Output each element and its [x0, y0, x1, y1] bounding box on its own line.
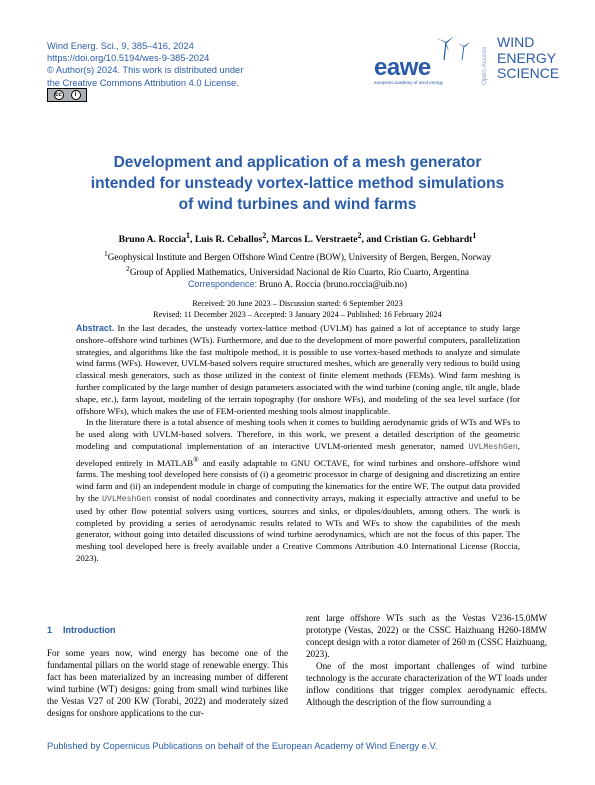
section-title: Introduction	[63, 625, 116, 635]
correspondence	[40, 279, 555, 289]
body-column-right	[306, 612, 547, 708]
doi-link[interactable]: https://doi.org/10.5194/wes-9-385-2024	[47, 53, 210, 64]
copyright-line: © Author(s) 2024. This work is distributed under	[47, 65, 244, 76]
affiliations	[40, 248, 555, 278]
cc-license-badge[interactable]	[47, 88, 87, 102]
cc-icon: cc	[55, 92, 62, 98]
citation: Wind Energ. Sci., 9, 385–416, 2024	[47, 41, 194, 51]
journal-line-2: ENERGY	[497, 49, 557, 66]
correspondence-contact[interactable]: Bruno A. Roccia (bruno.roccia@uib.no)	[259, 279, 408, 289]
body-column-left	[47, 647, 288, 719]
body-paragraph: For some years now, wind energy has become one of the fundamental pillars on the world stage of renewable energy. This fact has been materialized by an increasing number of different wind turbine (WT) designs: going from small wind turbines like the Vestas V27 of 200 KW (Torabi, 2022) and moderately sized designs for onshore applications to the cur-	[47, 648, 288, 718]
license-line: the Creative Commons Attribution 4.0 License.	[47, 77, 239, 88]
open-access-label: Open Access	[481, 46, 488, 85]
section-heading	[47, 625, 116, 635]
affiliation: $^1$Geophysical Institute and Bergen Offshore Wind Centre (BOW), University of Bergen, Bergen, Norway	[103, 249, 492, 263]
logo-subtitle: european academy of wind energy	[374, 80, 444, 85]
abstract-paragraph: In the literature there is a total absence of meshing tools when it comes to building aerodynamic grids of WTs and WFs to be used along with UVLM-based solvers. Therefore, in this work, we present a detailed description of the geometric modeling and computational implementation of an interactive UVLM-oriented mesh generator, named UVLMeshGen, developed entirely in MATLAB® and easily adaptable to GNU OCTAVE, for wind turbines and onshore–offshore wind farms. The meshing tool developed here consists of (i) a geometric processor in charge of designing and discretizing an entire wind farm and (ii) an independent module in charge of computing the kinematics for the entire WF. The output data provided by the UVLMeshGen consist of nodal coordinates and connectivity arrays, making it especially attractive and useful to be used by other flow potential solvers using vortices, sources and sinks, or dipoles/doublets, among others. The work is completed by providing a series of aerodynamic results related to WTs and WFs to show the capabilities of the mesh generator, without going into detailed discussions of wind turbine aerodynamics, which are not the focus of this paper. The meshing tool developed here is freely available under a Creative Commons Attribution 4.0 International License (Roccia, 2023).	[76, 417, 520, 564]
article-title: Development and application of a mesh generator intended for unsteady vortex-lattice method simulations of wind turbines and wind farms	[90, 154, 505, 213]
article-meta	[47, 40, 243, 89]
section-number: 1	[47, 625, 53, 635]
correspondence-label: Correspondence:	[187, 279, 257, 289]
journal-line-1: WIND	[497, 34, 535, 50]
author: Luis R. Ceballos$^2$,	[194, 231, 272, 246]
affiliation: $^2$Group of Applied Mathematics, Universidad Nacional de Río Cuarto, Río Cuarto, Argentina	[125, 264, 470, 278]
logo-wordmark: eawe	[374, 54, 431, 81]
journal-line-3: SCIENCE	[497, 65, 560, 81]
author: Bruno A. Roccia$^1$,	[118, 231, 195, 246]
abstract-paragraph: Abstract. In the last decades, the unsteady vortex-lattice method (UVLM) has gained a lot of acceptance to study large onshore–offshore wind turbines (WTs). Furthermore, and due to the development of more powerful computers, parallelization strategies, and algorithms like the fast multipole method, it is possible to use vortex-based methods to analyze and simulate wind farms (WFs). However, UVLM-based solvers require structured meshes, which are generally very tedious to build using classical mesh generators, such as those utilized in the context of finite element methods (FEMs). Wind farm meshing is further complicated by the large number of design parameters associated with the wind turbine (coning angle, tilt angle, blade shape, etc.), farm layout, modeling of the terrain topography (for onshore WFs), and modeling of the sea level surface (for offshore WFs), which makes the use of FEM-oriented meshing tools almost inapplicable.	[76, 323, 520, 416]
journal-name[interactable]	[497, 35, 559, 82]
tool-name: UVLMeshGen	[468, 442, 518, 452]
abstract	[76, 323, 520, 565]
author: Marcos L. Verstraete$^2$, and	[271, 231, 385, 246]
abstract-label: Abstract.	[76, 323, 115, 333]
author: Cristian G. Gebhardt$^1$	[384, 231, 477, 246]
tool-name: UVLMeshGen	[102, 495, 152, 505]
publication-dates: Received: 20 June 2023 – Discussion started: 6 September 2023 Revised: 11 December 2023 – Accepted: 3 January 2024 – Published: 16 February 2024	[153, 299, 442, 319]
body-paragraph: One of the most important challenges of wind turbine technology is the accurate characterization of the WT loads under inflow conditions that trigger complex aerodynamic effects. Although the description of the flow surrounding a	[306, 661, 547, 707]
page-footer: Published by Copernicus Publications on behalf of the European Academy of Wind Energy e.V.	[47, 741, 438, 751]
author-list	[40, 231, 555, 245]
attribution-icon: i	[71, 90, 81, 100]
eawe-logo[interactable]	[374, 36, 494, 91]
body-paragraph: rent large offshore WTs such as the Vestas V236-15.0MW prototype (Vestas, 2022) or the CSSC Haizhuang H260-18MW concept design with a rotor diameter of 260 m (CSSC Haizhuang, 2023).	[306, 613, 547, 659]
